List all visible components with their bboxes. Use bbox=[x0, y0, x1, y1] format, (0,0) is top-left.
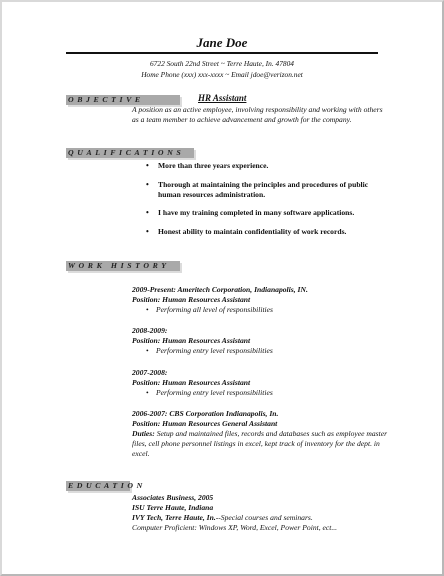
job-position: Position: Human Resources General Assistant bbox=[132, 419, 278, 428]
qualification-item: • I have my training completed in many software applications. bbox=[146, 208, 386, 218]
contact-line: Home Phone (xxx) xxx-xxxx ~ Email jdoe@verizon.net bbox=[141, 70, 303, 79]
duties-label: Duties: bbox=[132, 429, 155, 438]
job-position: Position: Human Resources Assistant bbox=[132, 336, 251, 345]
objective-text: A position as an active employee, involving responsibility and working with others as a team member to achieve advancement and growth for the company. bbox=[132, 105, 383, 124]
qualification-item: • Thorough at maintaining the principles and procedures of public human resources administration. bbox=[146, 180, 386, 200]
job-duty: • Performing entry level responsibilities bbox=[132, 346, 392, 356]
job-position: Position: Human Resources Assistant bbox=[132, 295, 251, 304]
education-school: ISU Terre Haute, Indiana bbox=[132, 503, 214, 512]
job-entry bbox=[132, 368, 392, 398]
objective-job-title: HR Assistant bbox=[198, 93, 247, 103]
job-entry bbox=[132, 285, 392, 315]
qualifications-section-label: QUALIFICATIONS bbox=[66, 148, 194, 158]
education-skills: Computer Proficient: Windows XP, Word, Excel, Power Point, ect... bbox=[132, 523, 338, 532]
job-heading: 2006-2007: CBS Corporation Indianapolis, In. bbox=[132, 409, 279, 418]
education-extra bbox=[132, 513, 402, 523]
job-position: Position: Human Resources Assistant bbox=[132, 378, 251, 387]
job-entry bbox=[132, 326, 392, 356]
education-section-label: EDUCATION bbox=[68, 481, 146, 490]
education-degree: Associates Business, 2005 bbox=[132, 493, 214, 502]
work-history-section-label: WORK HISTORY bbox=[66, 261, 180, 271]
job-duties bbox=[132, 429, 392, 459]
job-duty: • Performing all level of responsibilities bbox=[132, 305, 392, 315]
objective-section-label: OBJECTIVE bbox=[66, 95, 180, 105]
qualification-item: • Honest ability to maintain confidentiality of work records. bbox=[146, 227, 386, 237]
job-heading: 2009-Present: Ameritech Corporation, Indianapolis, IN. bbox=[132, 285, 308, 294]
header-divider bbox=[66, 52, 378, 54]
qualification-item: • More than three years experience. bbox=[146, 161, 386, 171]
job-heading: 2007-2008: bbox=[132, 368, 168, 377]
address-line: 6722 South 22nd Street ~ Terre Haute, In. 47804 bbox=[149, 59, 294, 68]
qualifications-list bbox=[146, 161, 386, 237]
education-note: --Special courses and seminars. bbox=[215, 513, 313, 522]
job-entry bbox=[132, 409, 392, 459]
applicant-name: Jane Doe bbox=[196, 35, 248, 50]
job-heading: 2008-2009: bbox=[132, 326, 168, 335]
duties-text: Setup and maintained files, records and databases such as employee master files, cell phone personnel listings in excel, kept track of inventory for the dept. in excel. bbox=[132, 429, 388, 458]
education-school-2: IVY Tech, Terre Haute, In. bbox=[132, 513, 216, 522]
education-block bbox=[132, 493, 402, 533]
job-duty: • Performing entry level responsibilities bbox=[132, 388, 392, 398]
